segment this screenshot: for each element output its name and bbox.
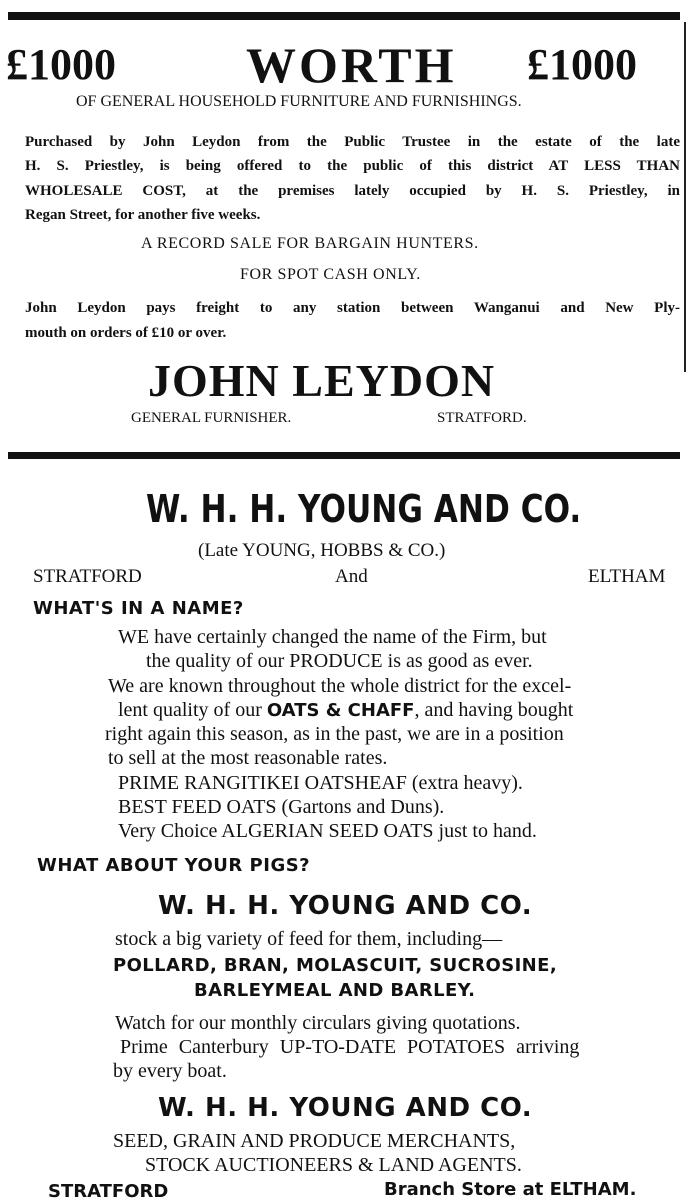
footer-left: STRATFORD <box>48 1181 169 1202</box>
trade-label: GENERAL FURNISHER. <box>131 410 292 426</box>
feeds-line: POLLARD, BRAN, MOLASCUIT, SUCROSINE, <box>113 955 558 976</box>
stock-line: stock a big variety of feed for them, including— <box>115 928 503 950</box>
footer-right: Branch Store at ELTHAM. <box>384 1179 637 1200</box>
name-para-line: the quality of our PRODUCE is as good as ever. <box>146 650 533 672</box>
right-border-line <box>684 22 686 372</box>
name-para-line: right again this season, as in the past, we are in a position <box>105 723 564 745</box>
town-label: STRATFORD. <box>437 410 527 426</box>
potatoes-line: Prime Canterbury UP-TO-DATE POTATOES arriving <box>120 1036 580 1058</box>
location-mid: And <box>335 566 368 587</box>
spot-cash: FOR SPOT CASH ONLY. <box>240 266 421 283</box>
location-right: ELTHAM <box>588 566 666 587</box>
product-line: PRIME RANGITIKEI OATSHEAF (extra heavy). <box>118 772 523 794</box>
ad1-para-line: WHOLESALE COST, at the premises lately occupied by H. S. Priestley, in <box>25 183 680 199</box>
question-pigs: WHAT ABOUT YOUR PIGS? <box>37 855 311 876</box>
name-para-line: WE have certainly changed the name of the Firm, but <box>118 626 547 648</box>
john-leydon-heading: JOHN LEYDON <box>148 355 496 406</box>
oats-chaff-highlight: OATS & CHAFF <box>266 700 415 721</box>
firm-heading-2: W. H. H. YOUNG AND CO. <box>158 891 533 921</box>
ad1-para-line: Purchased by John Leydon from the Public Trustee in the estate of the late <box>25 134 680 150</box>
record-sale: A RECORD SALE FOR BARGAIN HUNTERS. <box>141 235 479 252</box>
freight-line: mouth on orders of £10 or over. <box>25 325 227 341</box>
location-left: STRATFORD <box>33 566 142 587</box>
name-para-line: to sell at the most reasonable rates. <box>108 747 388 769</box>
question-name: WHAT'S IN A NAME? <box>33 598 244 619</box>
trade-line: SEED, GRAIN AND PRODUCE MERCHANTS, <box>113 1130 516 1152</box>
price-right: £1000 <box>527 40 637 89</box>
late-name: (Late YOUNG, HOBBS & CO.) <box>198 540 446 561</box>
potatoes-line: by every boat. <box>113 1060 227 1082</box>
firm-heading <box>146 488 677 530</box>
ad1-para-line: Regan Street, for another five weeks. <box>25 207 261 223</box>
worth-heading: WORTH <box>246 37 457 93</box>
ad1-para-line: H. S. Priestley, is being offered to the public of this district AT LESS THAN <box>25 158 680 174</box>
product-line: BEST FEED OATS (Gartons and Duns). <box>118 796 445 818</box>
name-para-line <box>118 699 573 722</box>
trade-line: STOCK AUCTIONEERS & LAND AGENTS. <box>145 1154 522 1176</box>
price-left: £1000 <box>6 40 116 89</box>
top-rule <box>8 12 680 20</box>
divider-rule <box>8 452 680 459</box>
name-para-post: , and having bought <box>414 699 574 721</box>
ad1-subtitle: OF GENERAL HOUSEHOLD FURNITURE AND FURNISHINGS. <box>76 93 522 110</box>
freight-line: John Leydon pays freight to any station between Wanganui and New Ply- <box>25 300 680 316</box>
firm-heading-3: W. H. H. YOUNG AND CO. <box>158 1093 533 1123</box>
feeds-line: BARLEYMEAL AND BARLEY. <box>194 980 476 1001</box>
name-para-line: We are known throughout the whole district for the excel- <box>108 675 572 697</box>
name-para-pre: lent quality of our <box>118 699 267 721</box>
firm-heading-text: W. H. H. YOUNG AND CO. <box>146 487 582 531</box>
watch-line: Watch for our monthly circulars giving quotations. <box>115 1012 521 1034</box>
product-line: Very Choice ALGERIAN SEED OATS just to hand. <box>118 820 537 842</box>
